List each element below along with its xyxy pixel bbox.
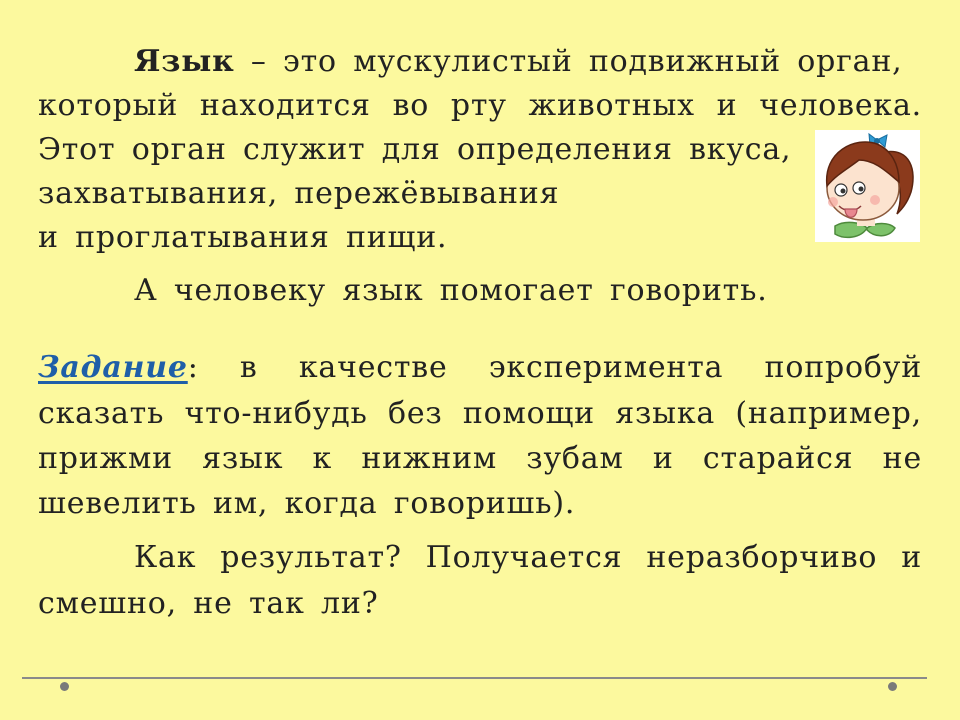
definition-text: – это мускулистый подвижный орган,: [234, 44, 903, 79]
task-line-2: сказать что-нибудь без помощи языка (например,: [38, 396, 922, 431]
result-line-1: Как результат? Получается неразборчиво и: [134, 540, 922, 575]
paragraph-1-line-4: захватывания, пережёвывания: [38, 176, 560, 211]
paragraph-1-line-3: Этот орган служит для определения вкуса,: [38, 132, 792, 167]
paragraph-1-line-2: который находится во рту животных и человека.: [38, 88, 922, 123]
term-tongue: Язык: [134, 44, 235, 79]
footer-divider: [22, 677, 927, 679]
girl-illustration: [815, 130, 920, 242]
task-intro: : в качестве эксперимента попробуй: [187, 350, 922, 385]
task-line-1: [38, 350, 922, 386]
footer-dot-right: [888, 682, 897, 691]
girl-sticking-tongue-out-icon: [815, 130, 920, 242]
footer-dot-left: [60, 682, 69, 691]
task-line-3: прижми язык к нижним зубам и старайся не: [38, 441, 922, 476]
paragraph-1-line-5: и проглатывания пищи.: [38, 220, 448, 255]
paragraph-2-line-1: А человеку язык помогает говорить.: [134, 273, 768, 308]
task-label: Задание: [38, 350, 188, 385]
task-line-4: шевелить им, когда говоришь).: [38, 486, 576, 521]
paragraph-1-line-1: [134, 44, 922, 80]
result-line-2: смешно, не так ли?: [38, 586, 379, 621]
